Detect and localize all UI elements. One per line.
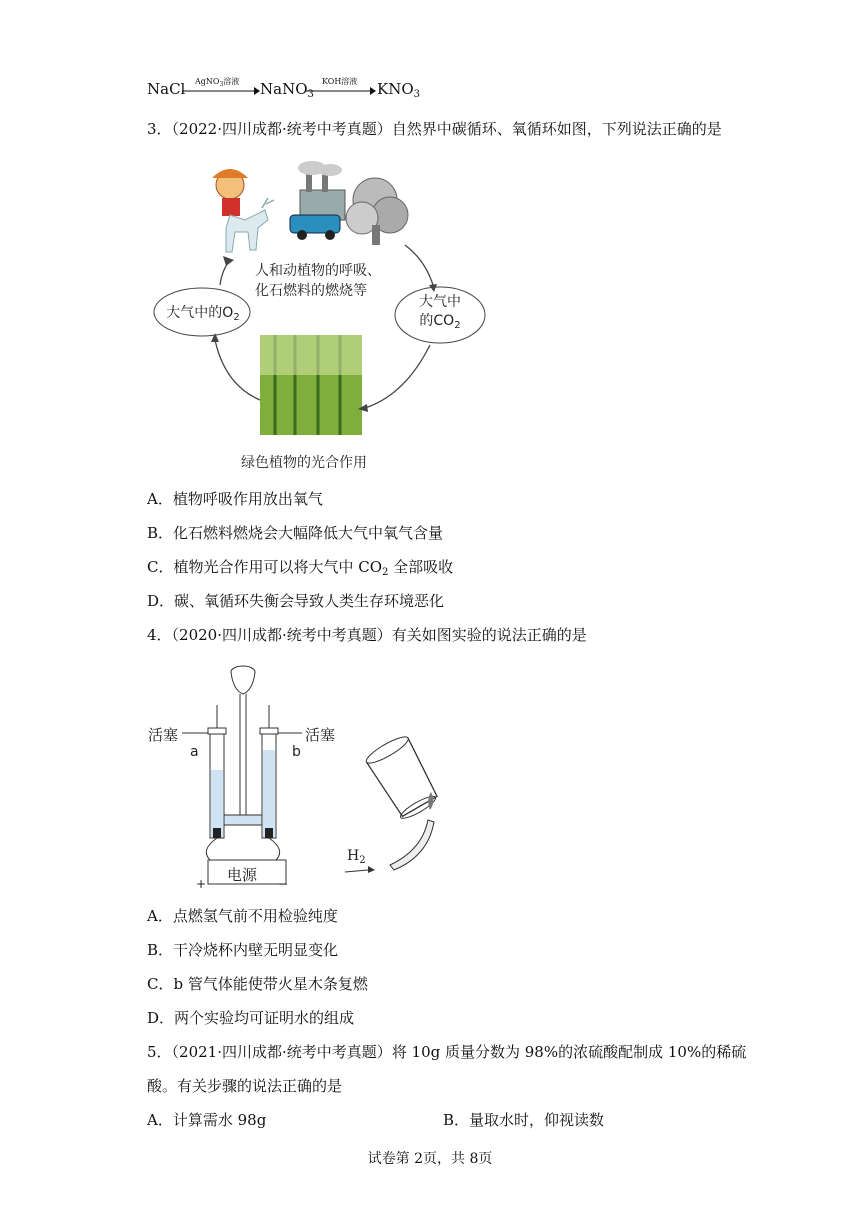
left-ellipse-label: 大气中的$O_2$ xyxy=(166,305,240,323)
q4-stem: 4．（2020·四川成都·统考中考真题）有关如图实验的说法正确的是 xyxy=(147,626,587,644)
electrolysis-figure xyxy=(140,660,500,895)
q5-stem-line2: 酸。有关步骤的说法正确的是 xyxy=(147,1077,343,1095)
tree-icon xyxy=(346,178,408,245)
q4-option-c: C．b 管气体能使带火星木条复燃 xyxy=(147,975,368,993)
q5-option-a: A．计算需水 98g xyxy=(147,1111,267,1129)
q3-option-d: D．碳、氧循环失衡会导致人类生存环境恶化 xyxy=(147,592,445,610)
q4-option-a: A．点燃氢气前不用检验纯度 xyxy=(147,907,338,925)
q3-option-c: C．植物光合作用可以将大气中 $CO_2$ 全部吸收 xyxy=(147,558,454,578)
factory-car-icon xyxy=(290,161,345,240)
power-label: 电源 xyxy=(227,866,258,884)
q5-stem-line1: 5．（2021·四川成都·统考中考真题）将 10g 质量分数为 98%的浓硫酸配制成 10%的稀硫 xyxy=(147,1043,747,1061)
reaction-line xyxy=(147,78,185,100)
q3-option-a: A．植物呼吸作用放出氧气 xyxy=(147,490,323,508)
page-footer: 试卷第 2页，共 8页 xyxy=(367,1151,493,1167)
tube-b-label: b xyxy=(292,744,301,760)
arrow-1-label: AgNO$_3$溶液 xyxy=(195,77,240,88)
product-kno3: $KNO_3$ xyxy=(377,80,421,100)
bottom-caption: 绿色植物的光合作用 xyxy=(241,455,367,471)
stopcock-left-label: 活塞 xyxy=(148,726,179,744)
product-nano3: NaNO$_3$ xyxy=(260,80,314,100)
q3-stem: 3．（2022·四川成都·统考中考真题）自然界中碳循环、氧循环如图，下列说法正确的是 xyxy=(147,120,722,138)
q5-option-b: B．量取水时，仰视读数 xyxy=(443,1111,605,1129)
top-label-1: 人和动植物的呼吸、 xyxy=(255,263,381,279)
q4-option-d: D．两个实验均可证明水的组成 xyxy=(147,1009,355,1027)
plus-label: + xyxy=(196,877,207,891)
stopcock-right-label: 活塞 xyxy=(305,726,336,744)
reactant-nacl: NaCl xyxy=(147,80,186,98)
q4-option-b: B．干冷烧杯内壁无明显变化 xyxy=(147,941,339,959)
person-deer-icon xyxy=(212,169,274,252)
q3-option-b: B．化石燃料燃烧会大幅降低大气中氧气含量 xyxy=(147,524,444,542)
tube-a-label: a xyxy=(190,744,199,760)
top-label-2: 化石燃料的燃烧等 xyxy=(255,283,367,299)
reaction-arrow-2 xyxy=(306,86,376,96)
minus-label: − xyxy=(278,877,289,891)
gas-label: $H_2$ xyxy=(347,848,366,866)
arrow-2-label: KOH溶液 xyxy=(322,77,358,86)
right-ellipse-label: 大气中 的$CO_2$ xyxy=(419,294,461,331)
